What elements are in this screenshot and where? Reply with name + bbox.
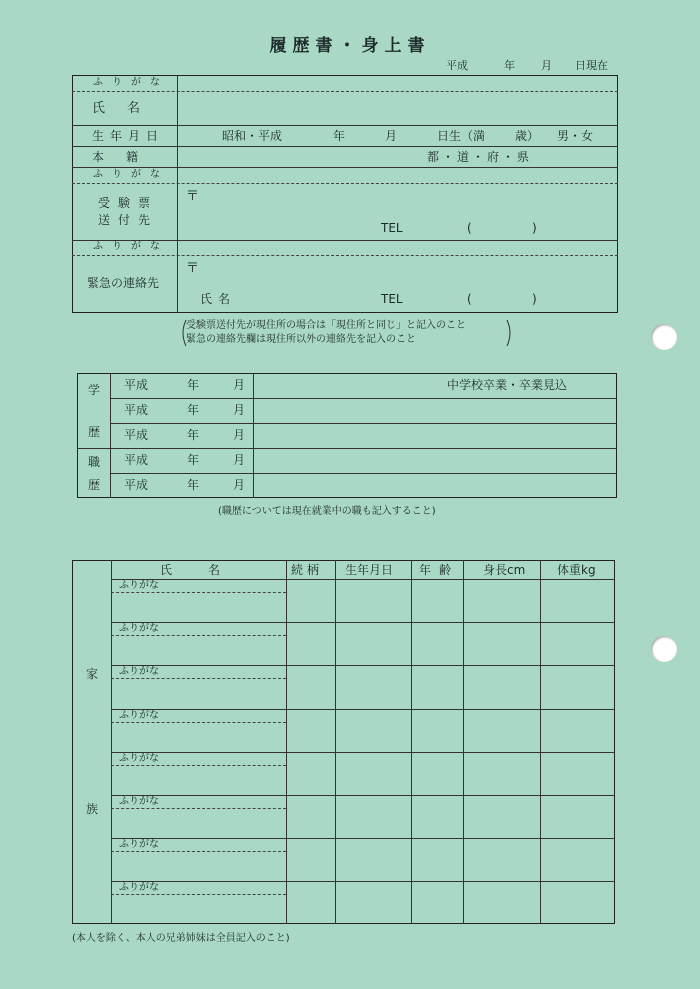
family-furigana-4: ふりがな	[119, 710, 159, 721]
birth-month: 月	[385, 129, 398, 143]
tel-paren-open: (	[467, 292, 472, 306]
note-work: (職歴については現在就業中の職も記入すること)	[218, 506, 436, 517]
date-month: 月	[541, 59, 552, 72]
tel-paren-open: (	[467, 221, 472, 235]
family-header-height: 身長cm	[483, 563, 526, 577]
family-header-relation: 続柄	[291, 563, 324, 577]
birth-year: 年	[333, 129, 346, 143]
send-label-1: 受験票	[98, 196, 159, 210]
emergency-label: 緊急の連絡先	[87, 276, 160, 290]
emergency-name: 氏名	[200, 292, 237, 306]
family-header-birth: 生年月日	[345, 563, 394, 577]
edu-label-2: 歴	[88, 425, 101, 439]
gender: 男・女	[557, 129, 594, 143]
date-day: 日現在	[575, 59, 608, 72]
family-furigana-6: ふりがな	[119, 796, 159, 807]
note-emergency: 緊急の連絡先欄は現住所以外の連絡先を記入のこと	[186, 334, 416, 345]
family-side-1: 家	[86, 667, 99, 681]
row5-era: 平成	[124, 478, 149, 492]
family-table	[72, 560, 615, 924]
furigana-label: ふりがな	[93, 77, 169, 88]
tel-label: TEL	[381, 292, 403, 306]
name-label: 氏名	[92, 101, 163, 116]
row1-era: 平成	[124, 378, 149, 392]
row2-year: 年	[187, 403, 200, 417]
family-furigana-5: ふりがな	[119, 753, 159, 764]
family-furigana-3: ふりがな	[119, 666, 159, 677]
row2-era: 平成	[124, 403, 149, 417]
send-label-2: 送付先	[98, 213, 159, 227]
row1-month: 月	[233, 378, 246, 392]
furigana-label: ふりがな	[93, 169, 169, 180]
birth-label: 生年月日	[92, 129, 165, 143]
row2-month: 月	[233, 403, 246, 417]
furigana-label: ふりがな	[93, 241, 169, 252]
family-header-age: 年齢	[419, 563, 460, 577]
edu-label-1: 学	[88, 383, 101, 397]
family-header-name: 氏 名	[160, 563, 221, 577]
row1-year: 年	[187, 378, 200, 392]
note-family: (本人を除く、本人の兄弟姉妹は全員記入のこと)	[72, 933, 290, 944]
date-era: 平成	[446, 59, 468, 72]
row1-text: 中学校卒業・卒業見込	[447, 378, 568, 392]
row4-era: 平成	[124, 453, 149, 467]
honseki-label: 本籍	[92, 150, 161, 164]
postal-mark: 〒	[186, 189, 200, 204]
page-title: 履歴書・身上書	[269, 36, 431, 56]
row3-year: 年	[187, 428, 200, 442]
family-furigana-1: ふりがな	[119, 580, 159, 591]
prefecture: 都・道・府・県	[427, 150, 533, 164]
family-header-weight: 体重kg	[557, 563, 596, 577]
tel-paren-close: )	[532, 221, 537, 235]
row3-era: 平成	[124, 428, 149, 442]
row3-month: 月	[233, 428, 246, 442]
family-furigana-2: ふりがな	[119, 623, 159, 634]
row4-year: 年	[187, 453, 200, 467]
note-send: 受験票送付先が現住所の場合は「現住所と同じ」と記入のこと	[186, 320, 466, 331]
work-label-1: 職	[88, 455, 101, 469]
work-label-2: 歴	[88, 478, 101, 492]
birth-era: 昭和・平成	[222, 129, 283, 143]
date-year: 年	[504, 59, 515, 72]
tel-paren-close: )	[532, 292, 537, 306]
postal-mark: 〒	[186, 261, 200, 276]
birth-day-age: 日生（満	[437, 129, 486, 143]
family-furigana-7: ふりがな	[119, 839, 159, 850]
row5-year: 年	[187, 478, 200, 492]
tel-label: TEL	[381, 221, 403, 235]
row5-month: 月	[233, 478, 246, 492]
row4-month: 月	[233, 453, 246, 467]
family-side-2: 族	[86, 802, 99, 816]
family-furigana-8: ふりがな	[119, 882, 159, 893]
birth-age-unit: 歳）	[515, 129, 540, 143]
